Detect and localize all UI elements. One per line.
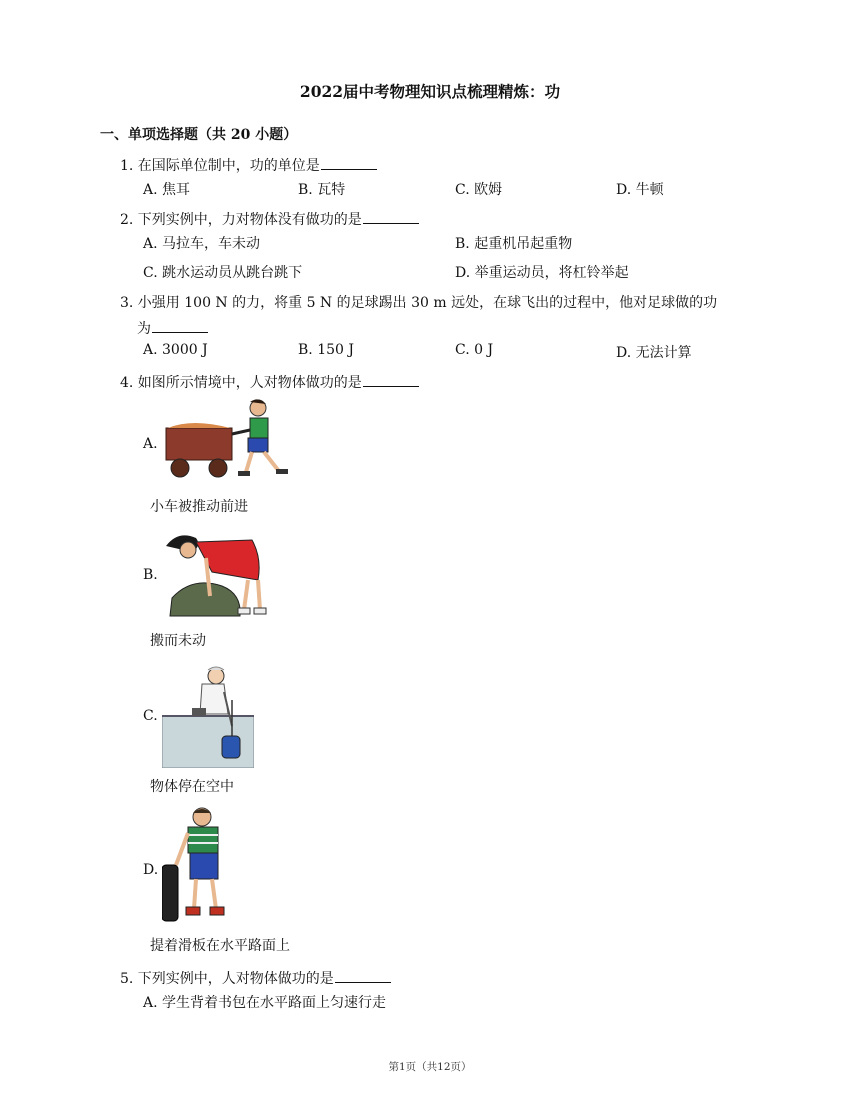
answer-blank [321, 157, 377, 170]
q1-option-b: B. 瓦特 [298, 182, 346, 198]
q3-option-c: C. 0 J [455, 342, 494, 358]
question-4 [120, 372, 419, 392]
question-3-line1: 3. 小强用 100 N 的力，将重 5 N 的足球踢出 30 m 远处，在球飞出的过程中，他对足球做的功 [120, 295, 718, 311]
question-4-text: 4. 如图所示情境中，人对物体做功的是 [120, 375, 362, 391]
question-5 [120, 968, 391, 988]
question-1 [120, 155, 377, 175]
question-3-line2 [137, 318, 208, 338]
q2-option-c: C. 跳水运动员从跳台跳下 [143, 265, 303, 281]
q3-option-d: D. 无法计算 [616, 345, 692, 361]
q4-option-d-caption: 提着滑板在水平路面上 [150, 938, 290, 954]
page-footer: 第1页（共12页） [388, 1061, 472, 1073]
question-5-text: 5. 下列实例中，人对物体做功的是 [120, 971, 334, 987]
q3-option-b: B. 150 J [298, 342, 354, 358]
answer-blank [152, 320, 208, 333]
q2-option-b: B. 起重机吊起重物 [455, 236, 573, 252]
q4-option-b-caption: 搬而未动 [150, 633, 206, 649]
q4-option-c-label: C. [143, 708, 158, 724]
q4-option-c-caption: 物体停在空中 [150, 779, 234, 795]
q1-option-a: A. 焦耳 [143, 182, 191, 198]
lifting-rock-illustration [162, 528, 270, 620]
q2-option-d: D. 举重运动员，将杠铃举起 [455, 265, 629, 281]
q2-option-a: A. 马拉车，车未动 [143, 236, 261, 252]
pushing-cart-illustration [162, 398, 300, 482]
question-2 [120, 209, 419, 229]
page-title: 2022届中考物理知识点梳理精炼：功 [299, 82, 561, 101]
q5-option-a: A. 学生背着书包在水平路面上匀速行走 [143, 995, 387, 1011]
answer-blank [363, 374, 419, 387]
q4-option-b-label: B. [143, 567, 158, 583]
q1-option-d: D. 牛顿 [616, 182, 664, 198]
holding-object-illustration [162, 664, 254, 768]
q1-option-c: C. 欧姆 [455, 182, 503, 198]
carrying-skateboard-illustration [162, 805, 242, 927]
section-heading: 一、单项选择题（共 20 小题） [100, 127, 298, 143]
question-3-line2-text: 为 [137, 321, 151, 337]
question-1-text: 1. 在国际单位制中，功的单位是 [120, 158, 320, 174]
q4-option-d-label: D. [143, 862, 159, 878]
question-2-text: 2. 下列实例中，力对物体没有做功的是 [120, 212, 362, 228]
q4-option-a-label: A. [143, 436, 158, 452]
answer-blank [363, 211, 419, 224]
q3-option-a: A. 3000 J [143, 342, 208, 358]
q4-option-a-caption: 小车被推动前进 [150, 499, 248, 515]
answer-blank [335, 970, 391, 983]
